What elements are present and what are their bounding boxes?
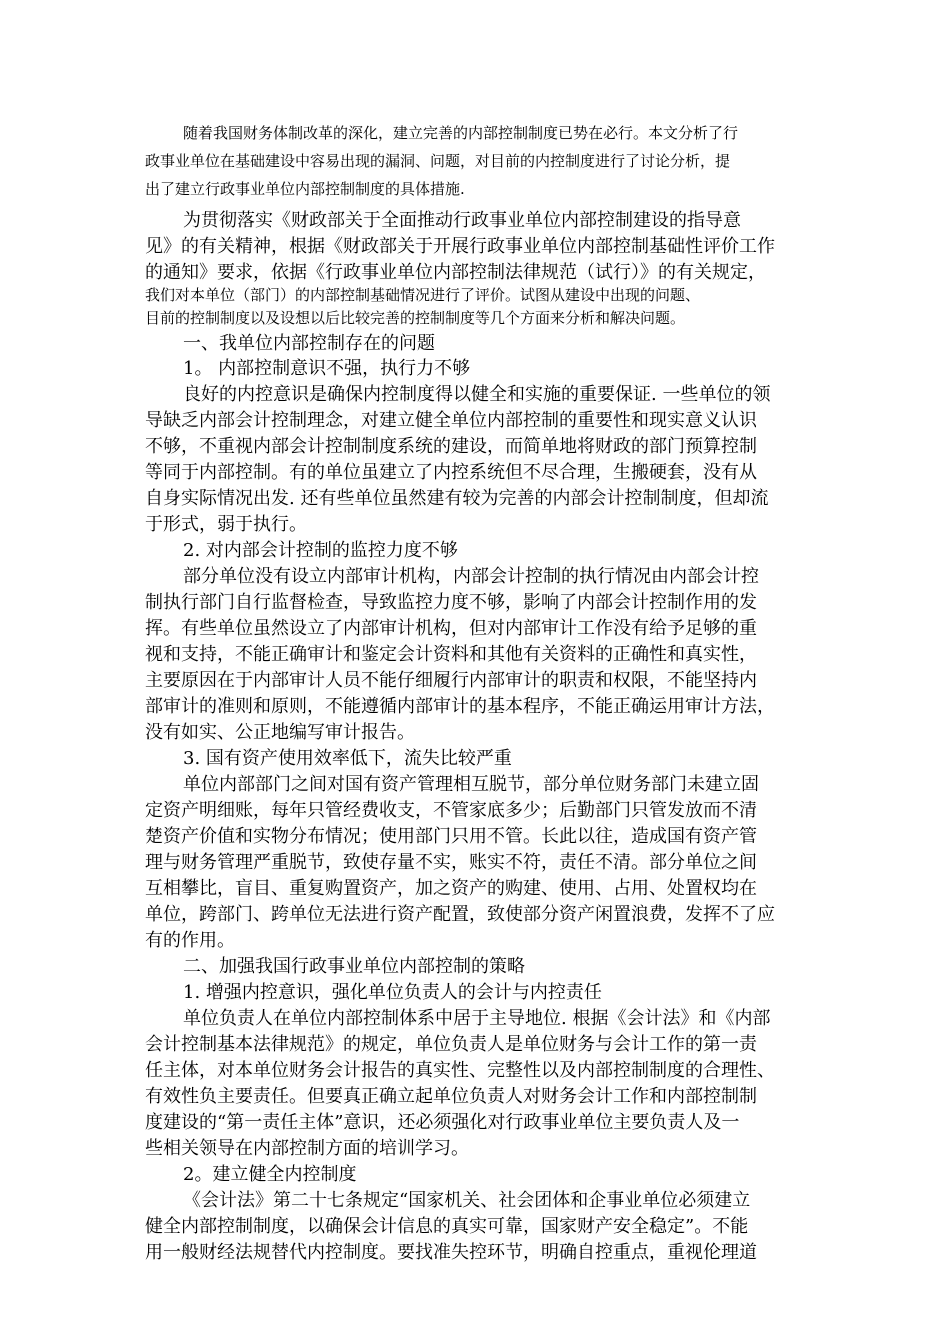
abstract-line: 政事业单位在基础建设中容易出现的漏洞、问题，对目前的内控制度进行了讨论分析，提 — [145, 152, 731, 170]
body-line: 自身实际情况出发. 还有些单位虽然建有较为完善的内部会计控制制度，但却流 — [145, 488, 769, 509]
body-line: 见》的有关精神，根据《财政部关于开展行政事业单位内部控制基础性评价工作 — [145, 236, 775, 257]
body-line: 健全内部控制制度，以确保会计信息的真实可靠，国家财产安全稳定”。不能 — [145, 1216, 749, 1237]
body-line: 良好的内控意识是确保内控制度得以健全和实施的重要保证. 一些单位的领 — [183, 384, 771, 405]
subsection-heading: 2. 对内部会计控制的监控力度不够 — [183, 540, 458, 561]
body-line: 部分单位没有设立内部审计机构，内部会计控制的执行情况由内部会计控 — [183, 566, 759, 587]
body-line: 单位，跨部门、跨单位无法进行资产配置，致使部分资产闲置浪费，发挥不了应 — [145, 904, 775, 925]
body-line: 部审计的准则和原则，不能遵循内部审计的基本程序，不能正确运用审计方法， — [145, 696, 775, 717]
body-line: 些相关领导在内部控制方面的培训学习。 — [145, 1138, 469, 1159]
abstract-line: 出了建立行政事业单位内部控制制度的具体措施. — [145, 180, 465, 198]
body-line: 理与财务管理严重脱节，致使存量不实，账实不符，责任不清。部分单位之间 — [145, 852, 757, 873]
body-line: 主要原因在于内部审计人员不能仔细履行内部审计的职责和权限，不能坚持内 — [145, 670, 757, 691]
subsection-heading: 3. 国有资产使用效率低下，流失比较严重 — [183, 748, 512, 769]
body-line: 于形式，弱于执行。 — [145, 514, 307, 535]
body-line: 单位负责人在单位内部控制体系中居于主导地位. 根据《会计法》和《内部 — [183, 1008, 771, 1029]
body-line: 导缺乏内部会计控制理念，对建立健全单位内部控制的重要性和现实意义认识 — [145, 410, 757, 431]
body-line: 视和支持，不能正确审计和鉴定会计资料和其他有关资料的正确性和真实性， — [145, 644, 757, 665]
subsection-heading: 2。建立健全内控制度 — [183, 1164, 357, 1185]
body-line: 不够，不重视内部会计控制制度系统的建设，而简单地将财政的部门预算控制 — [145, 436, 757, 457]
subsection-heading: 1。 内部控制意识不强，执行力不够 — [183, 358, 471, 379]
section-heading: 一、我单位内部控制存在的问题 — [183, 333, 435, 354]
body-line: 为贯彻落实《财政部关于全面推动行政事业单位内部控制建设的指导意 — [183, 210, 741, 231]
body-line: 互相攀比，盲目、重复购置资产，加之资产的购建、使用、占用、处置权均在 — [145, 878, 757, 899]
body-line: 目前的控制制度以及设想以后比较完善的控制制度等几个方面来分析和解决问题。 — [145, 309, 686, 327]
body-line: 我们对本单位（部门）的内部控制基础情况进行了评价。试图从建设中出现的问题、 — [145, 286, 701, 304]
body-line: 挥。有些单位虽然设立了内部审计机构，但对内部审计工作没有给予足够的重 — [145, 618, 757, 639]
body-line: 有效性负主要责任。但要真正确立起单位负责人对财务会计工作和内部控制制 — [145, 1086, 757, 1107]
body-line: 没有如实、公正地编写审计报告。 — [145, 722, 415, 743]
body-line: 度建设的“第一责任主体”意识，还必须强化对行政事业单位主要负责人及一 — [145, 1112, 740, 1133]
section-heading: 二、加强我国行政事业单位内部控制的策略 — [183, 956, 525, 977]
body-line: 《会计法》第二十七条规定“国家机关、社会团体和企事业单位必须建立 — [183, 1190, 751, 1211]
body-line: 楚资产价值和实物分布情况；使用部门只用不管。长此以往，造成国有资产管 — [145, 826, 757, 847]
body-line: 定资产明细账，每年只管经费收支，不管家底多少；后勤部门只管发放而不清 — [145, 800, 757, 821]
body-line: 制执行部门自行监督检查，导致监控力度不够，影响了内部会计控制作用的发 — [145, 592, 757, 613]
body-line: 单位内部部门之间对国有资产管理相互脱节，部分单位财务部门未建立固 — [183, 774, 759, 795]
body-line: 任主体，对本单位财务会计报告的真实性、完整性以及内部控制制度的合理性、 — [145, 1060, 775, 1081]
body-line: 会计控制基本法律规范》的规定，单位负责人是单位财务与会计工作的第一责 — [145, 1034, 757, 1055]
body-line: 有的作用。 — [145, 930, 235, 951]
subsection-heading: 1. 增强内控意识，强化单位负责人的会计与内控责任 — [183, 982, 602, 1003]
body-line: 用一般财经法规替代内控制度。要找准失控环节，明确自控重点，重视伦理道 — [145, 1242, 757, 1263]
body-line: 等同于内部控制。有的单位虽建立了内控系统但不尽合理，生搬硬套，没有从 — [145, 462, 757, 483]
abstract-line: 随着我国财务体制改革的深化，建立完善的内部控制制度已势在必行。本文分析了行 — [183, 124, 739, 142]
body-line: 的通知》要求，依据《行政事业单位内部控制法律规范（试行）》的有关规定， — [145, 262, 766, 283]
